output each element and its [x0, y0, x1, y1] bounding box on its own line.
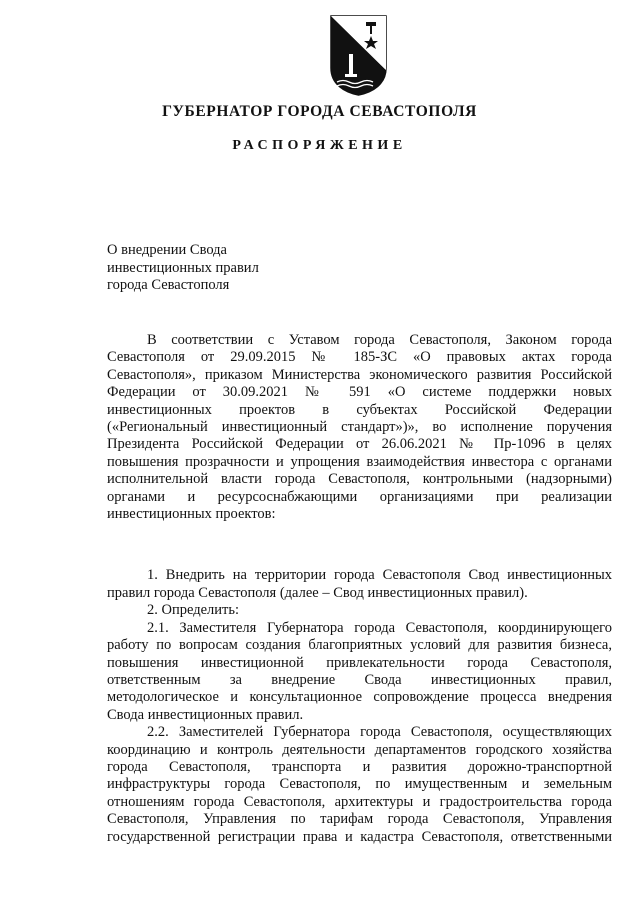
text-line: 2. Определить: [147, 602, 240, 619]
text-line: Севастополя», приказом Министерства экономического развития Российской [107, 366, 612, 383]
text-line: В соответствии с Уставом города Севастополя, Законом города [147, 332, 612, 348]
item-2-paragraph [107, 602, 612, 619]
item-2-2-paragraph [107, 724, 612, 846]
text-line: повышения инвестиционной привлекательности города Севастополя, [107, 654, 612, 671]
document-type: РАСПОРЯЖЕНИЕ [232, 138, 407, 153]
document-body [107, 332, 612, 846]
text-line: работу по вопросам создания благоприятных условий для развития бизнеса, [107, 637, 612, 654]
text-line: правил города Севастополя (далее – Свод инвестиционных правил). [107, 584, 528, 601]
text-line: методологическое и консультационное сопровождение процесса внедрения [107, 689, 612, 706]
text-line: Свода инвестиционных правил. [107, 706, 304, 723]
text-line: Президента Российской Федерации от 26.06.2021 № Пр-1096 в целях [107, 436, 612, 453]
text-line: («Региональный инвестиционный стандарт»)», во исполнение поручения [107, 419, 612, 436]
text-line: 2.1. Заместителя Губернатора города Севастополя, координирующего [147, 619, 612, 636]
text-line: ответственным за внедрение Свода инвестиционных правил, [107, 671, 612, 688]
document-subject [107, 242, 367, 295]
preamble-paragraph [107, 332, 612, 523]
subject-line: города Севастополя [107, 277, 230, 293]
text-line: органами и ресурсоснабжающими организациями при реализации [107, 488, 612, 505]
subject-line: О внедрении Свода [107, 242, 227, 258]
text-line: инфраструктуры города Севастополя, по имущественным и земельным [107, 776, 612, 793]
text-line: инвестиционных проектов в субъектах Российской Федерации [107, 401, 612, 418]
org-title: ГУБЕРНАТОР ГОРОДА СЕВАСТОПОЛЯ [162, 103, 477, 120]
text-line: отношениям города Севастополя, архитектуры и градостроительства города [107, 793, 612, 810]
text-line: 2.2. Заместителей Губернатора города Севастополя, осуществляющих [147, 724, 612, 741]
sevastopol-coat-of-arms-icon [327, 14, 390, 96]
text-line: повышения прозрачности и упрощения взаимодействия инвестора с органами [107, 453, 612, 470]
text-line: Федерации от 30.09.2021 № 591 «О системе поддержки новых [107, 384, 612, 401]
item-2-1-paragraph [107, 620, 612, 724]
text-line: Севастополя, Управления по тарифам города Севастополя, Управления [107, 811, 612, 828]
item-1-paragraph [107, 567, 612, 602]
text-line: исполнительной власти города Севастополя, контрольными (надзорными) [107, 471, 612, 488]
text-line: координацию и контроль деятельности департаментов городского хозяйства [107, 741, 612, 758]
text-line: инвестиционных проектов: [107, 506, 276, 523]
text-line: города Севастополя, транспорта и развития дорожно-транспортной [107, 758, 612, 775]
text-line: 1. Внедрить на территории города Севастополя Свод инвестиционных [147, 567, 612, 584]
text-line: Севастополя от 29.09.2015 № 185-ЗС «О правовых актах города [107, 349, 612, 366]
text-line: государственной регистрации права и кадастра Севастополя, ответственными [107, 828, 612, 845]
subject-line: инвестиционных правил [107, 259, 259, 276]
